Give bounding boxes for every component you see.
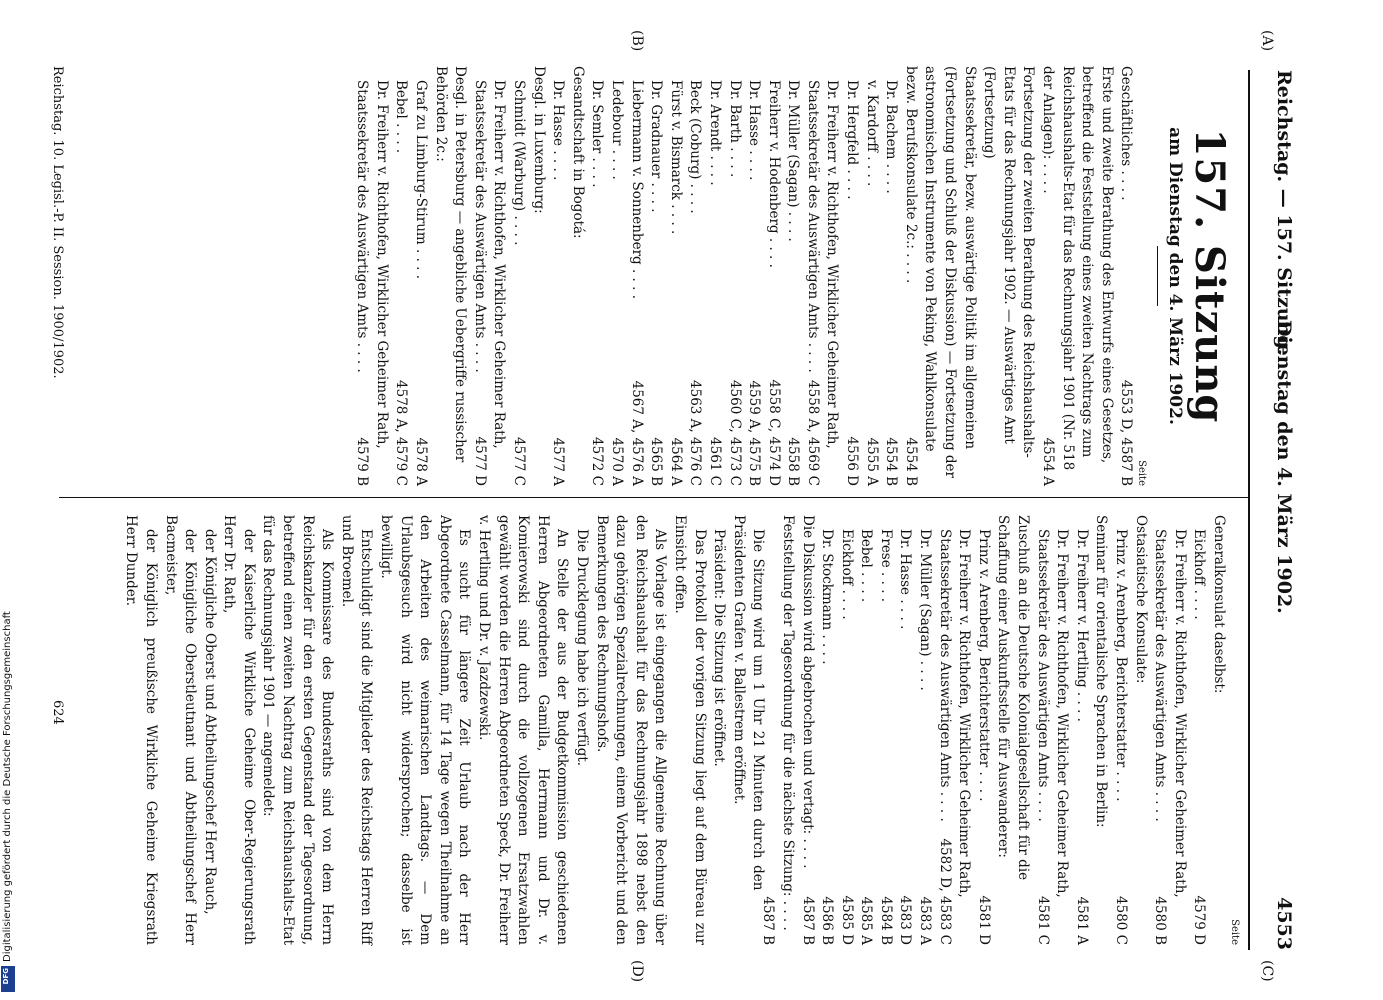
index-entry-page: 4580 C	[1113, 896, 1130, 945]
dfg-logo-text: DFG	[2, 968, 10, 985]
index-entry-label: Dr. Müller (Sagan)	[785, 80, 802, 208]
index-entry-label: Dr. Hasse	[550, 80, 567, 147]
index-entry	[724, 66, 744, 486]
index-entry-label: Dr. Hergfeld	[844, 80, 861, 166]
leader-dots: . . . .	[648, 178, 665, 213]
leader-dots: . . . .	[779, 896, 796, 931]
index-entry-label: Dr. Freiherr v. Richthofen, Wirklicher Geheimer Rath, Staatssekretär des Auswärtigen Amts	[1034, 529, 1071, 898]
proceedings-paragraph: Als Kommissare des Bundesraths sind von dem Herrn Reichskanzler für den ersten Gegenstand der Tagesordnung, betreffend einen zweiten Nachtrag zum Reichshaushalts-Etat für das Rechnungsjahr 1901 — angemeldet:	[260, 515, 336, 945]
index-entry-label: Dr. Freiherr v. Richthofen, Wirklicher Geheimer Rath, Staatssekretär des Auswärtigen Amts	[804, 80, 841, 449]
index-entry	[1189, 515, 1209, 945]
index-entry-label: Desgl. in Petersburg — angebliche Uebergriffe russischer Behörden 2c.:	[432, 66, 469, 463]
proceedings-paragraph: der Kaiserliche Wirkliche Geheime Ober-Regierungsrath Herr Dr. Rath,	[221, 515, 257, 945]
index-entry-label: Freiherr v. Hodenberg	[765, 80, 782, 234]
index-entry-page: 4584 B	[877, 896, 894, 945]
index-entry-page: 4559 A, 4575 B	[746, 380, 763, 486]
index-entry	[1071, 515, 1091, 945]
index-entry	[979, 66, 1038, 486]
leader-dots: . . . .	[726, 142, 743, 178]
leader-dots: . . . .	[393, 118, 410, 154]
index-entry	[606, 66, 626, 486]
index-entry-label: Dr. Müller (Sagan)	[917, 529, 934, 657]
index-entry-page: 4554 A	[1040, 437, 1057, 486]
leader-dots: . . . .	[667, 199, 684, 235]
leader-dots: . . . .	[1191, 585, 1208, 620]
index-entry-page: 4577 C	[511, 437, 527, 486]
index-entry-page: 4579 B	[354, 437, 371, 486]
index-entry-label: Dr. Hasse	[746, 80, 763, 147]
leader-dots: . . . .	[863, 152, 880, 187]
session-date: am Dienstag den 4. März 1902.	[1165, 127, 1185, 425]
right-column	[121, 515, 1240, 945]
index-entry-page: 4585 A	[858, 896, 875, 945]
index-entry	[508, 66, 528, 486]
index-entry-label: Prinz v. Arenberg, Berichterstatter	[1113, 529, 1130, 768]
index-entry-label: Dr. Arendt	[706, 80, 723, 152]
index-entry-label: Eickhoff	[1191, 529, 1208, 586]
title-rule	[1157, 246, 1158, 306]
index-entry	[802, 66, 841, 486]
leader-dots: . . . .	[706, 151, 723, 186]
index-entry-label: Fortsetzung der zweiten Berathung des Reichshaushalts-Etats für das Rechnungsjahr 1902. — Auswärtiges Amt (Fortsetzung)	[981, 66, 1037, 458]
index-entry-label: Liebermann v. Sonnenberg	[628, 80, 645, 265]
leader-dots: . . . .	[785, 207, 802, 242]
index-entry-label: Seminar für orientalische Sprachen in Berlin:	[1093, 515, 1110, 828]
header-center: Dienstag den 4. März 1902.	[1273, 320, 1295, 614]
index-entry-label: Erste und zweite Berathung des Entwurfs eines Gesetzes, betreffend die Feststellung eines zweiten Nachtrags zum Reichshaushalts-Etat für das Rechnungsjahr 1901 (Nr. 518 der Anlagen):	[1040, 66, 1115, 471]
index-entry-label: Bebel	[858, 529, 875, 568]
index-entry-page: 4580 B	[1152, 896, 1169, 945]
index-entry	[548, 66, 568, 486]
index-entry	[973, 515, 993, 945]
index-entry-page: 4585 D	[838, 895, 855, 945]
left-column	[352, 66, 1240, 486]
index-entry-label: Beck (Coburg)	[687, 80, 704, 180]
index-entry	[704, 66, 724, 486]
leader-dots: . . . .	[1118, 166, 1135, 201]
index-entry	[763, 66, 783, 486]
margin-mark-a: (A)	[1259, 30, 1275, 52]
index-entry-label: Dr. Freiherr v. Richthofen, Wirklicher Geheimer Rath, Staatssekretär des Auswärtigen Amts	[471, 80, 508, 449]
proceedings-paragraph: Das Protokoll der vorigen Sitzung liegt auf dem Büreau zur Einsicht offen.	[671, 515, 708, 945]
digitization-credit	[2, 602, 16, 992]
index-entry	[856, 515, 876, 945]
rotated-scan-page	[35, 0, 1335, 1000]
index-entry-label: Die Diskussion wird abgebrochen und vertagt:	[799, 515, 816, 835]
index-entry-page: 4583 D	[897, 895, 914, 945]
index-entry	[760, 515, 797, 945]
index-entry	[665, 66, 685, 486]
index-entry-label: Feststellung der Tagesordnung für die nächste Sitzung:	[779, 515, 796, 897]
index-entry	[1150, 515, 1189, 945]
index-entry-label: Ledebour	[608, 80, 625, 146]
index-entry-label: Geschäftliches	[1118, 66, 1135, 167]
index-entry	[626, 66, 646, 486]
index-entry	[587, 66, 607, 486]
index-entry-label: v. Kardorff	[863, 80, 880, 153]
leader-dots: . . . .	[628, 264, 645, 300]
index-entry	[1110, 515, 1130, 945]
credit-text: Digitalisierung gefördert durch die Deutsche Forschungsgemeinschaft	[2, 611, 13, 962]
proceedings-paragraph: Entschuldigt sind die Mitglieder des Reichstags Herren Riff und Broemel.	[338, 515, 375, 945]
index-entry-page: 4570 A	[608, 437, 625, 486]
index-entry	[842, 66, 862, 486]
index-entry	[900, 66, 978, 486]
index-entry	[567, 66, 587, 486]
column-divider	[59, 497, 1249, 498]
index-entry	[1130, 515, 1150, 945]
index-entry-page: 4558 B	[785, 437, 802, 486]
leader-dots: . . . .	[1073, 687, 1090, 722]
index-entry	[1091, 515, 1111, 945]
proceedings-paragraph: An Stelle der aus der Budgetkommission geschiedenen Herren Abgeordneten Gamilla, Herrmann und Dr. v. Komierowski sind durch die vollzogenen Ersatzwahlen gewählt worden die Herren Abgeordneten Speck, Dr. Freiherr v. Hertling und Dr. v. Jazdzewski.	[476, 515, 571, 945]
index-entry	[881, 66, 901, 486]
leader-dots: . . . .	[354, 338, 371, 373]
index-entry-page: 4558 A, 4569 C	[804, 380, 821, 486]
index-entry-label: Zuschuß an die Deutsche Kolonialgesellschaft für die Schaffung einer Auskunftsstelle für Auswanderer:	[995, 515, 1032, 881]
index-entry	[797, 515, 817, 945]
left-index-list	[352, 66, 1136, 486]
leader-dots: . . . .	[804, 338, 821, 373]
proceedings-paragraph: der Königliche Oberst und Abtheilungschef Herr Rauch,	[201, 529, 218, 915]
index-entry-label: Dr. Semler	[589, 80, 606, 154]
index-entry-page: 4572 C	[589, 437, 606, 486]
leader-dots: . . . .	[746, 146, 763, 181]
index-entry-page: 4577 A	[550, 437, 567, 486]
header-page-number: 4553	[1273, 897, 1295, 950]
index-entry	[861, 66, 881, 486]
margin-mark-d: (D)	[629, 960, 645, 983]
index-entry-label: Ostasiatische Konsulate:	[1132, 515, 1149, 684]
index-entry	[391, 66, 411, 486]
proceedings-paragraph: Präsident: Die Sitzung ist eröffnet.	[711, 529, 728, 767]
index-entry-page: 4579 D	[1191, 895, 1208, 945]
index-entry	[1032, 515, 1071, 945]
leader-dots: . . . .	[975, 767, 992, 802]
header-rule	[1248, 70, 1250, 950]
index-entry-page: 4561 C	[706, 437, 723, 486]
index-entry	[993, 515, 1032, 945]
proceedings-paragraph: der Königliche Oberstleutnant und Abtheilungschef Herr Bacmeister,	[162, 515, 199, 945]
proceedings-paragraph: Die Drucklegung habe ich verfügt.	[574, 529, 590, 767]
index-entry-page: 4586 B	[819, 896, 836, 945]
index-entry-page: 4583 A	[917, 896, 934, 945]
index-entry-label: Graf zu Limburg-Stirum	[413, 80, 430, 245]
leader-dots: . . . .	[1034, 787, 1051, 822]
leader-dots: . . . .	[1040, 159, 1057, 194]
leader-dots: . . . .	[897, 595, 914, 630]
index-entry	[744, 66, 764, 486]
index-entry-label: Dr. Freiherr v. Richthofen, Wirklicher Geheimer Rath, Staatssekretär des Auswärtigen Amts	[354, 80, 390, 449]
proceedings-paragraph: Die Sitzung wird um 1 Uhr 21 Minuten durch den Präsidenten Grafen v. Ballestrem eröffnet.	[730, 515, 767, 891]
seite-label-right: Seite	[1229, 919, 1240, 945]
index-entry	[410, 66, 430, 486]
index-entry-page: 4581 D	[975, 895, 992, 945]
index-entry-label: Generalkonsulat daselbst:	[1211, 515, 1227, 694]
index-entry-label: Prinz v. Arenberg, Berichterstatter	[975, 529, 992, 768]
index-entry-label: Dr. Freiherr v. Hertling	[1073, 529, 1090, 688]
index-entry-page: 4558 C, 4574 D	[765, 379, 782, 486]
index-entry	[915, 515, 935, 945]
leader-dots: . . . .	[1113, 767, 1130, 802]
index-entry	[685, 66, 705, 486]
index-entry-page: 4567 A, 4576 A	[628, 380, 645, 486]
index-entry-label: Desgl. in Luxemburg:	[530, 66, 547, 214]
leader-dots: . . . .	[844, 165, 861, 200]
index-entry-page: 4582 D, 4583 C	[936, 838, 953, 945]
footer-sheet-number: 624	[50, 700, 65, 725]
index-entry-label: Gesandtschaft in Bogotá:	[569, 66, 586, 239]
leader-dots: . . . .	[471, 338, 488, 373]
index-entry	[817, 515, 837, 945]
leader-dots: . . . .	[413, 244, 430, 280]
leader-dots: . . . .	[838, 585, 855, 620]
leader-dots: . . . .	[799, 834, 816, 869]
leader-dots: . . . .	[877, 567, 894, 603]
index-entry-label: Frese	[877, 529, 894, 568]
index-entry-label: Dr. Barth	[726, 80, 743, 143]
leader-dots: . . . .	[608, 145, 625, 180]
index-entry-page: 4556 D	[844, 436, 861, 486]
index-entry	[1116, 66, 1136, 486]
index-entry-label: Dr. Stockmann	[819, 529, 836, 631]
index-entry-page: 4553 D, 4587 B	[1118, 379, 1135, 486]
leader-dots: . . . .	[687, 179, 704, 214]
index-entry-label: Schmidt (Warburg)	[511, 80, 527, 212]
proceedings-paragraph: der Königlich preußische Wirkliche Geheime Kriegsrath Herr Dunder.	[123, 515, 159, 945]
leader-dots: . . . .	[511, 211, 527, 246]
proceedings-paragraph: Als Vorlage ist eingegangen die Allgemeine Rechnung über den Reichshaushalt für das Rechnungsjahr 1898 nebst den dazu gehörigen Spezialrechnungen, einem Vorbericht und den Bemerkungen des Rechnungshofs.	[593, 515, 669, 945]
index-entry	[836, 515, 856, 945]
index-entry-page: 4581 C	[1034, 896, 1051, 945]
index-entry-page: 4587 B	[799, 896, 816, 945]
index-entry-label: Staatssekretär, bezw. auswärtige Politik im allgemeinen (Fortsetzung und Schluß der Diskussion) — Fortsetzung der astronomischen Instrumente von Peking, Wahlkonsulate bezw. Berufskonsulate 2c.:	[902, 66, 978, 478]
index-entry-page: 4563 A, 4576 C	[687, 380, 704, 486]
index-entry-page: 4560 C, 4573 C	[726, 379, 743, 486]
index-entry	[352, 66, 391, 486]
seite-label-left: Seite	[1136, 460, 1148, 486]
index-entry-page: 4578 A	[413, 437, 430, 486]
leader-dots: . . . .	[589, 153, 606, 188]
index-entry	[469, 66, 508, 486]
leader-dots: . . . .	[902, 248, 919, 284]
leader-dots: . . . .	[550, 146, 567, 181]
index-entry-page: 4554 B	[902, 437, 919, 486]
index-entry-label: Bebel	[393, 80, 410, 119]
index-entry-label: Fürst v. Bismarck	[667, 80, 684, 200]
margin-mark-c: (C)	[1259, 960, 1275, 982]
index-entry-page: 4564 A	[667, 437, 684, 486]
index-entry	[934, 515, 973, 945]
index-entry	[875, 515, 895, 945]
footer-signature: Reichstag. 10. Legisl.-P. II. Session. 1900/1902.	[50, 66, 65, 379]
index-entry	[646, 66, 666, 486]
index-entry	[1037, 66, 1115, 486]
index-entry-label: Dr. Freiherr v. Richthofen, Wirklicher Geheimer Rath, Staatssekretär des Auswärtigen Amts	[1152, 529, 1188, 898]
leader-dots: . . . .	[819, 630, 836, 665]
proceedings-paragraph: Es sucht für längere Zeit Urlaub nach der Herr Abgeordnete Casselmann, für 14 Tage wegen Theilnahme an den Arbeiten des weimarischen Landtags. — Dem Urlaubsgesuch wird nicht widersprochen; dasselbe ist bewilligt.	[378, 515, 473, 945]
session-title: 157. Sitzung	[1186, 128, 1233, 424]
index-entry-label: Dr. Hasse	[897, 529, 914, 596]
index-entry	[895, 515, 915, 945]
leader-dots: . . . .	[1152, 787, 1169, 822]
header-left: Reichstag. — 157. Sitzung.	[1273, 70, 1295, 356]
index-entry-page: 4565 B	[648, 437, 665, 486]
index-entry-page: 4577 D	[471, 436, 488, 486]
index-entry-page: 4578 A, 4579 C	[393, 380, 410, 486]
dfg-logo	[1, 966, 15, 992]
index-entry-page: 4554 B	[883, 437, 900, 486]
index-entry	[783, 66, 803, 486]
index-entry	[1208, 515, 1228, 945]
index-entry-label: Dr. Freiherr v. Richthofen, Wirklicher Geheimer Rath, Staatssekretär des Auswärtigen Amts	[936, 529, 973, 898]
index-entry-page: 4587 B	[760, 896, 777, 945]
index-entry-label: Dr. Bachem	[883, 80, 900, 160]
leader-dots: . . . .	[765, 233, 782, 268]
index-entry	[528, 66, 548, 486]
running-header	[1265, 70, 1295, 950]
index-entry-page: 4555 A	[863, 437, 880, 486]
margin-mark-b: (B)	[629, 30, 645, 52]
leader-dots: . . . .	[936, 787, 953, 822]
session-proceedings	[121, 515, 768, 945]
index-entry-label: Eickhoff	[838, 529, 855, 586]
index-entry-label: Dr. Gradnauer	[648, 80, 665, 179]
index-entry	[430, 66, 469, 486]
index-entry-page: 4581 A	[1073, 896, 1090, 945]
leader-dots: . . . .	[917, 656, 934, 691]
leader-dots: . . . .	[858, 567, 875, 603]
right-index-list	[760, 515, 1228, 945]
leader-dots: . . . .	[883, 159, 900, 194]
